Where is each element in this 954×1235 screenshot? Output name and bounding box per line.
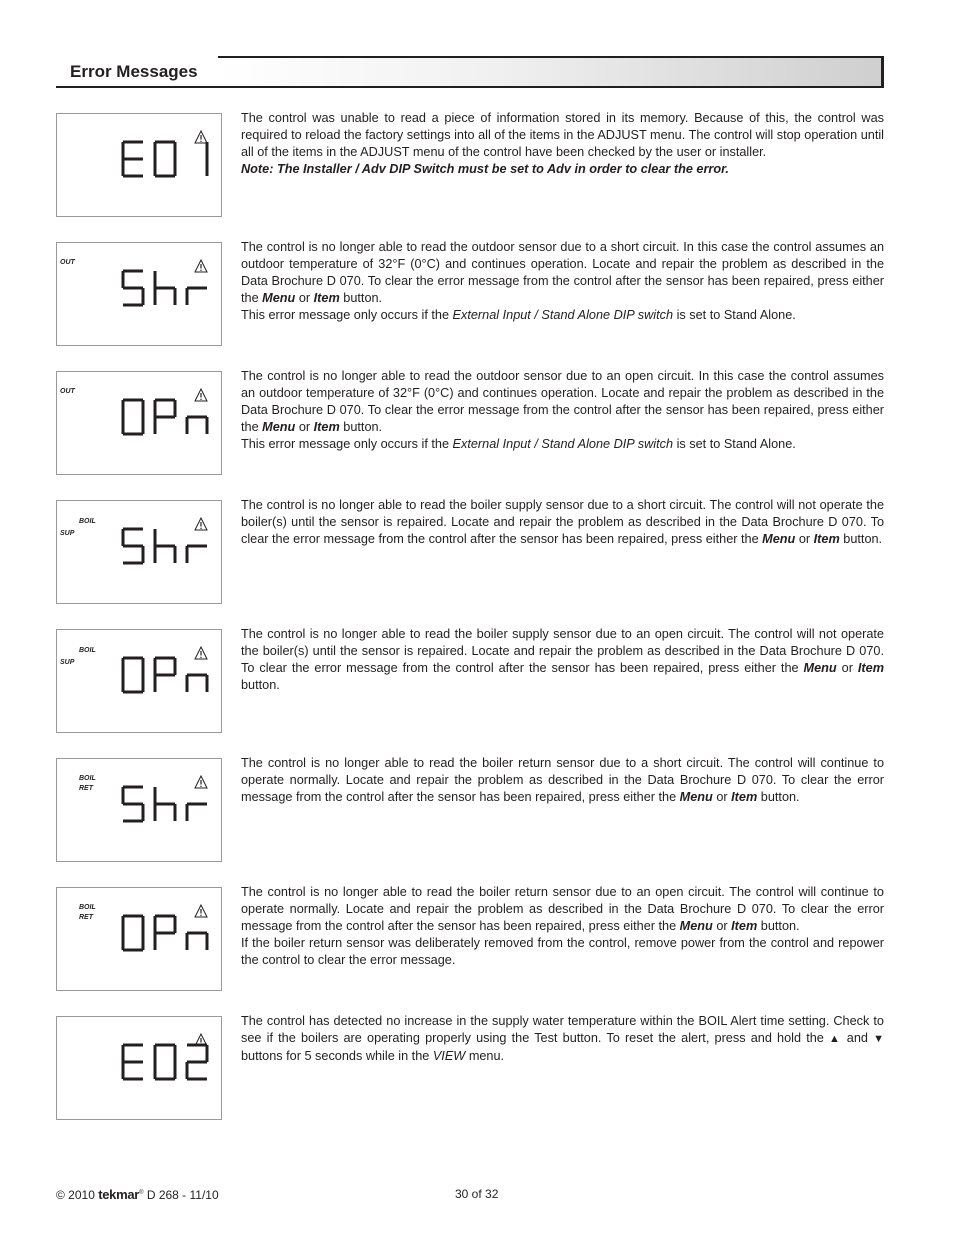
lcd-label-ret: RET	[79, 914, 93, 921]
brand-logo: tekmar	[98, 1187, 140, 1202]
lcd-display	[56, 1016, 222, 1120]
lcd-display	[56, 887, 222, 991]
lcd-segment-code	[57, 630, 223, 734]
lcd-label-out: OUT	[60, 388, 75, 395]
lcd-segment-code	[57, 759, 223, 863]
lcd-label-boil: BOIL	[79, 518, 96, 525]
lcd-label-sup: SUP	[60, 659, 75, 666]
warning-icon	[195, 518, 207, 530]
lcd-segment-code	[57, 243, 223, 347]
lcd-label-boil: BOIL	[79, 775, 96, 782]
up-arrow-icon: ▲	[829, 1033, 842, 1045]
lcd-segment-code	[57, 501, 223, 605]
error-description: The control is no longer able to read the boiler supply sensor due to an open circuit. The control will not operate the boiler(s) until the sensor is repaired. Locate and repair the problem as described in the Data Brochure D 070. To clear the error message from the control after the sensor has been repaired, press either the Menu or Item button.	[241, 627, 884, 692]
lcd-label-sup: SUP	[60, 530, 75, 537]
lcd-label-ret: RET	[79, 785, 93, 792]
warning-icon	[195, 260, 207, 272]
lcd-label-out: OUT	[60, 259, 75, 266]
lcd-display	[56, 500, 222, 604]
error-description: The control was unable to read a piece of information stored in its memory. Because of this, the control was required to reload the factory settings into all of the items in the ADJUST menu. The control will stop operation until all of the items in the ADJUST menu of the control have been checked by the user or installer. Note: The Installer / Adv DIP Switch must be set to Adv in order to clear the error.	[241, 111, 884, 176]
error-description: The control is no longer able to read the boiler return sensor due to a short circuit. The control will continue to operate normally. Locate and repair the problem as described in the Data Brochure D 070. To clear the error message from the control after the sensor has been repaired, press either the Menu or Item button.	[241, 756, 884, 804]
error-description: The control is no longer able to read the outdoor sensor due to a short circuit. In this case the control assumes an outdoor temperature of 32°F (0°C) and continues operation. Locate and repair the problem as described in the Data Brochure D 070. To clear the error message from the control after the sensor has been repaired, press either the Menu or Item button. This error message only occurs if the External Input / Stand Alone DIP switch is set to Stand Alone.	[241, 240, 884, 322]
error-description: The control is no longer able to read the outdoor sensor due to an open circuit. In this case the control assumes an outdoor temperature of 32°F (0°C) and continues operation. Locate and repair the problem as described in the Data Brochure D 070. To clear the error message from the control after the sensor has been repaired, press either the Menu or Item button. This error message only occurs if the External Input / Stand Alone DIP switch is set to Stand Alone.	[241, 369, 884, 451]
footer-left: © 2010 tekmar® D 268 - 11/10	[56, 1187, 219, 1202]
warning-icon	[195, 389, 207, 401]
note-text: Note: The Installer / Adv DIP Switch must be set to Adv in order to clear the error.	[241, 162, 729, 176]
document-id: D 268 - 11/10	[146, 1188, 219, 1202]
down-arrow-icon: ▼	[873, 1033, 885, 1045]
warning-icon	[195, 131, 207, 143]
error-description: The control is no longer able to read the boiler return sensor due to an open circuit. The control will continue to operate normally. Locate and repair the problem as described in the Data Brochure D 070. To clear the error message from the control after the sensor has been repaired, press either the Menu or Item button. If the boiler return sensor was deliberately removed from the control, remove power from the control and repower the control to clear the error message.	[241, 885, 884, 967]
error-description: The control is no longer able to read the boiler supply sensor due to a short circuit. The control will not operate the boiler(s) until the sensor is repaired. Locate and repair the problem as described in the Data Brochure D 070. To clear the error message from the control after the sensor has been repaired, press either the Menu or Item button.	[241, 498, 884, 546]
lcd-display	[56, 113, 222, 217]
lcd-display	[56, 242, 222, 346]
lcd-segment-code	[57, 1017, 223, 1121]
warning-icon	[195, 647, 207, 659]
error-description: The control has detected no increase in the supply water temperature within the BOIL Alert time setting. Check to see if the boilers are operating properly using the Test button. To reset the alert, press and hold the ▲ and ▼ buttons for 5 seconds while in the VIEW menu.	[241, 1014, 885, 1063]
warning-icon	[195, 905, 207, 917]
lcd-label-boil: BOIL	[79, 904, 96, 911]
lcd-label-boil: BOIL	[79, 647, 96, 654]
lcd-segment-code	[57, 114, 223, 218]
lcd-segment-code	[57, 372, 223, 476]
warning-icon	[195, 776, 207, 788]
lcd-segment-code	[57, 888, 223, 992]
copyright: © 2010	[56, 1188, 95, 1202]
page-title: Error Messages	[70, 62, 198, 81]
lcd-display	[56, 629, 222, 733]
page-number: 30 of 32	[455, 1187, 499, 1201]
section-header	[56, 56, 884, 88]
lcd-display	[56, 371, 222, 475]
lcd-display	[56, 758, 222, 862]
